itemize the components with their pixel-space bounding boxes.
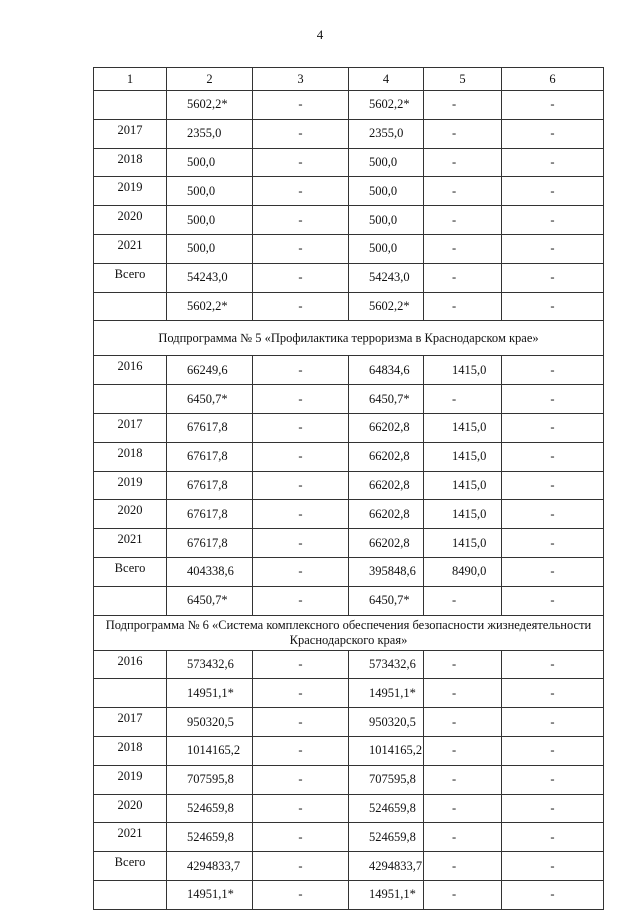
value-cell: 524659,8 bbox=[349, 823, 424, 852]
value-cell: 1415,0 bbox=[424, 471, 502, 500]
value-cell: 67617,8 bbox=[167, 471, 253, 500]
year-cell: 2021 bbox=[94, 823, 167, 852]
value-cell: 5602,2* bbox=[349, 292, 424, 321]
value-cell: 5602,2* bbox=[349, 91, 424, 120]
value-cell: 500,0 bbox=[349, 177, 424, 206]
value-cell: 54243,0 bbox=[349, 263, 424, 292]
table-row bbox=[94, 148, 604, 177]
value-cell: - bbox=[502, 385, 604, 414]
value-cell: - bbox=[502, 471, 604, 500]
value-cell: 1415,0 bbox=[424, 442, 502, 471]
value-cell: 2355,0 bbox=[167, 119, 253, 148]
value-cell: 6450,7* bbox=[167, 385, 253, 414]
value-cell: - bbox=[253, 708, 349, 737]
value-cell: 6450,7* bbox=[349, 385, 424, 414]
value-cell: 573432,6 bbox=[167, 650, 253, 679]
value-cell: 1415,0 bbox=[424, 500, 502, 529]
value-cell: 14951,1* bbox=[167, 880, 253, 909]
value-cell: - bbox=[502, 292, 604, 321]
value-cell: - bbox=[253, 586, 349, 615]
table-row bbox=[94, 119, 604, 148]
value-cell: - bbox=[424, 292, 502, 321]
value-cell: - bbox=[253, 557, 349, 586]
year-cell: 2019 bbox=[94, 765, 167, 794]
table-row bbox=[94, 385, 604, 414]
value-cell: - bbox=[253, 823, 349, 852]
value-cell: 500,0 bbox=[167, 234, 253, 263]
value-cell: - bbox=[424, 736, 502, 765]
value-cell: - bbox=[502, 586, 604, 615]
value-cell: - bbox=[253, 292, 349, 321]
value-cell: - bbox=[424, 708, 502, 737]
value-cell: - bbox=[253, 471, 349, 500]
value-cell: - bbox=[253, 413, 349, 442]
year-cell: 2017 bbox=[94, 413, 167, 442]
header-cell: 4 bbox=[349, 68, 424, 91]
value-cell: 1014165,2 bbox=[167, 736, 253, 765]
table-row bbox=[94, 356, 604, 385]
year-cell: 2020 bbox=[94, 794, 167, 823]
year-cell: 2016 bbox=[94, 356, 167, 385]
funding-table bbox=[93, 67, 604, 910]
value-cell: - bbox=[253, 794, 349, 823]
value-cell: - bbox=[502, 500, 604, 529]
value-cell: - bbox=[502, 529, 604, 558]
value-cell: 6450,7* bbox=[167, 586, 253, 615]
value-cell: 404338,6 bbox=[167, 557, 253, 586]
value-cell: - bbox=[253, 206, 349, 235]
value-cell: 14951,1* bbox=[349, 880, 424, 909]
value-cell: 54243,0 bbox=[167, 263, 253, 292]
value-cell: - bbox=[253, 263, 349, 292]
year-cell: Всего bbox=[94, 852, 167, 881]
table-row bbox=[94, 263, 604, 292]
value-cell: - bbox=[502, 823, 604, 852]
subprogram-title: Подпрограмма № 5 «Профилактика терроризма в Краснодарском крае» bbox=[94, 321, 604, 356]
year-cell: 2021 bbox=[94, 234, 167, 263]
table-row bbox=[94, 177, 604, 206]
table-row bbox=[94, 586, 604, 615]
table-row bbox=[94, 852, 604, 881]
year-cell: 2019 bbox=[94, 471, 167, 500]
value-cell: 4294833,7 bbox=[349, 852, 424, 881]
year-cell: 2018 bbox=[94, 148, 167, 177]
value-cell: 707595,8 bbox=[349, 765, 424, 794]
value-cell: 500,0 bbox=[349, 234, 424, 263]
value-cell: 524659,8 bbox=[167, 794, 253, 823]
table-row bbox=[94, 736, 604, 765]
table-row bbox=[94, 442, 604, 471]
value-cell: - bbox=[424, 385, 502, 414]
value-cell: - bbox=[424, 650, 502, 679]
value-cell: - bbox=[253, 500, 349, 529]
header-cell: 2 bbox=[167, 68, 253, 91]
value-cell: - bbox=[253, 736, 349, 765]
value-cell: 66202,8 bbox=[349, 471, 424, 500]
value-cell: 707595,8 bbox=[167, 765, 253, 794]
value-cell: - bbox=[424, 234, 502, 263]
value-cell: - bbox=[424, 823, 502, 852]
value-cell: 524659,8 bbox=[349, 794, 424, 823]
value-cell: - bbox=[502, 356, 604, 385]
value-cell: - bbox=[424, 148, 502, 177]
table-row bbox=[94, 500, 604, 529]
table-row bbox=[94, 765, 604, 794]
value-cell: - bbox=[424, 263, 502, 292]
value-cell: - bbox=[502, 708, 604, 737]
value-cell: - bbox=[502, 413, 604, 442]
value-cell: 8490,0 bbox=[424, 557, 502, 586]
value-cell: - bbox=[253, 852, 349, 881]
value-cell: - bbox=[502, 263, 604, 292]
value-cell: - bbox=[424, 679, 502, 708]
table-row bbox=[94, 471, 604, 500]
table-row bbox=[94, 708, 604, 737]
value-cell: 1014165,2 bbox=[349, 736, 424, 765]
year-cell bbox=[94, 679, 167, 708]
value-cell: 500,0 bbox=[349, 206, 424, 235]
value-cell: 395848,6 bbox=[349, 557, 424, 586]
year-cell: Всего bbox=[94, 557, 167, 586]
value-cell: - bbox=[424, 852, 502, 881]
value-cell: - bbox=[424, 177, 502, 206]
value-cell: - bbox=[502, 880, 604, 909]
value-cell: - bbox=[253, 385, 349, 414]
value-cell: 500,0 bbox=[349, 148, 424, 177]
value-cell: - bbox=[502, 119, 604, 148]
value-cell: - bbox=[502, 148, 604, 177]
value-cell: 1415,0 bbox=[424, 413, 502, 442]
value-cell: - bbox=[502, 765, 604, 794]
value-cell: - bbox=[424, 91, 502, 120]
table-row bbox=[94, 557, 604, 586]
table-row bbox=[94, 529, 604, 558]
subprogram-title: Подпрограмма № 6 «Система комплексного обеспечения безопасности жизнедеятельности Краснодарского края» bbox=[94, 615, 604, 650]
value-cell: - bbox=[502, 557, 604, 586]
value-cell: 14951,1* bbox=[167, 679, 253, 708]
value-cell: - bbox=[502, 650, 604, 679]
value-cell: - bbox=[502, 206, 604, 235]
value-cell: 66202,8 bbox=[349, 442, 424, 471]
value-cell: 67617,8 bbox=[167, 413, 253, 442]
year-cell bbox=[94, 586, 167, 615]
header-cell: 3 bbox=[253, 68, 349, 91]
value-cell: 2355,0 bbox=[349, 119, 424, 148]
year-cell: 2021 bbox=[94, 529, 167, 558]
year-cell: 2020 bbox=[94, 206, 167, 235]
header-cell: 5 bbox=[424, 68, 502, 91]
funding-table-body bbox=[94, 68, 604, 910]
value-cell: - bbox=[502, 177, 604, 206]
value-cell: 500,0 bbox=[167, 148, 253, 177]
value-cell: - bbox=[502, 794, 604, 823]
value-cell: 64834,6 bbox=[349, 356, 424, 385]
year-cell: 2017 bbox=[94, 119, 167, 148]
value-cell: - bbox=[424, 880, 502, 909]
value-cell: 4294833,7 bbox=[167, 852, 253, 881]
value-cell: 5602,2* bbox=[167, 91, 253, 120]
value-cell: 1415,0 bbox=[424, 356, 502, 385]
value-cell: - bbox=[502, 234, 604, 263]
year-cell: 2018 bbox=[94, 736, 167, 765]
table-row bbox=[94, 413, 604, 442]
year-cell bbox=[94, 91, 167, 120]
value-cell: - bbox=[253, 442, 349, 471]
value-cell: - bbox=[502, 852, 604, 881]
value-cell: 67617,8 bbox=[167, 442, 253, 471]
value-cell: 1415,0 bbox=[424, 529, 502, 558]
value-cell: - bbox=[253, 119, 349, 148]
value-cell: 500,0 bbox=[167, 177, 253, 206]
table-row bbox=[94, 650, 604, 679]
value-cell: 524659,8 bbox=[167, 823, 253, 852]
value-cell: - bbox=[253, 148, 349, 177]
year-cell: 2020 bbox=[94, 500, 167, 529]
year-cell: 2017 bbox=[94, 708, 167, 737]
table-row bbox=[94, 234, 604, 263]
value-cell: 950320,5 bbox=[167, 708, 253, 737]
page-number: 4 bbox=[316, 27, 324, 42]
value-cell: - bbox=[253, 880, 349, 909]
value-cell: 6450,7* bbox=[349, 586, 424, 615]
value-cell: - bbox=[502, 442, 604, 471]
value-cell: 66249,6 bbox=[167, 356, 253, 385]
year-cell: 2019 bbox=[94, 177, 167, 206]
value-cell: - bbox=[253, 177, 349, 206]
year-cell: Всего bbox=[94, 263, 167, 292]
header-row bbox=[94, 68, 604, 91]
value-cell: 66202,8 bbox=[349, 529, 424, 558]
header-cell: 1 bbox=[94, 68, 167, 91]
value-cell: - bbox=[253, 650, 349, 679]
value-cell: - bbox=[424, 586, 502, 615]
value-cell: - bbox=[253, 765, 349, 794]
value-cell: 67617,8 bbox=[167, 500, 253, 529]
value-cell: 573432,6 bbox=[349, 650, 424, 679]
value-cell: - bbox=[502, 736, 604, 765]
table-row bbox=[94, 823, 604, 852]
subprogram-6-row bbox=[94, 615, 604, 650]
value-cell: - bbox=[424, 206, 502, 235]
year-cell bbox=[94, 292, 167, 321]
subprogram-5-row bbox=[94, 321, 604, 356]
value-cell: - bbox=[253, 91, 349, 120]
table-row bbox=[94, 91, 604, 120]
value-cell: - bbox=[502, 91, 604, 120]
value-cell: 950320,5 bbox=[349, 708, 424, 737]
year-cell: 2018 bbox=[94, 442, 167, 471]
value-cell: 14951,1* bbox=[349, 679, 424, 708]
value-cell: - bbox=[253, 679, 349, 708]
value-cell: 500,0 bbox=[167, 206, 253, 235]
year-cell bbox=[94, 385, 167, 414]
table-row bbox=[94, 794, 604, 823]
value-cell: - bbox=[424, 119, 502, 148]
value-cell: 67617,8 bbox=[167, 529, 253, 558]
table-row bbox=[94, 292, 604, 321]
header-cell: 6 bbox=[502, 68, 604, 91]
value-cell: 5602,2* bbox=[167, 292, 253, 321]
year-cell: 2016 bbox=[94, 650, 167, 679]
value-cell: 66202,8 bbox=[349, 500, 424, 529]
value-cell: - bbox=[424, 765, 502, 794]
table-row bbox=[94, 679, 604, 708]
value-cell: - bbox=[424, 794, 502, 823]
table-row bbox=[94, 206, 604, 235]
value-cell: - bbox=[502, 679, 604, 708]
value-cell: - bbox=[253, 529, 349, 558]
value-cell: - bbox=[253, 356, 349, 385]
value-cell: - bbox=[253, 234, 349, 263]
value-cell: 66202,8 bbox=[349, 413, 424, 442]
